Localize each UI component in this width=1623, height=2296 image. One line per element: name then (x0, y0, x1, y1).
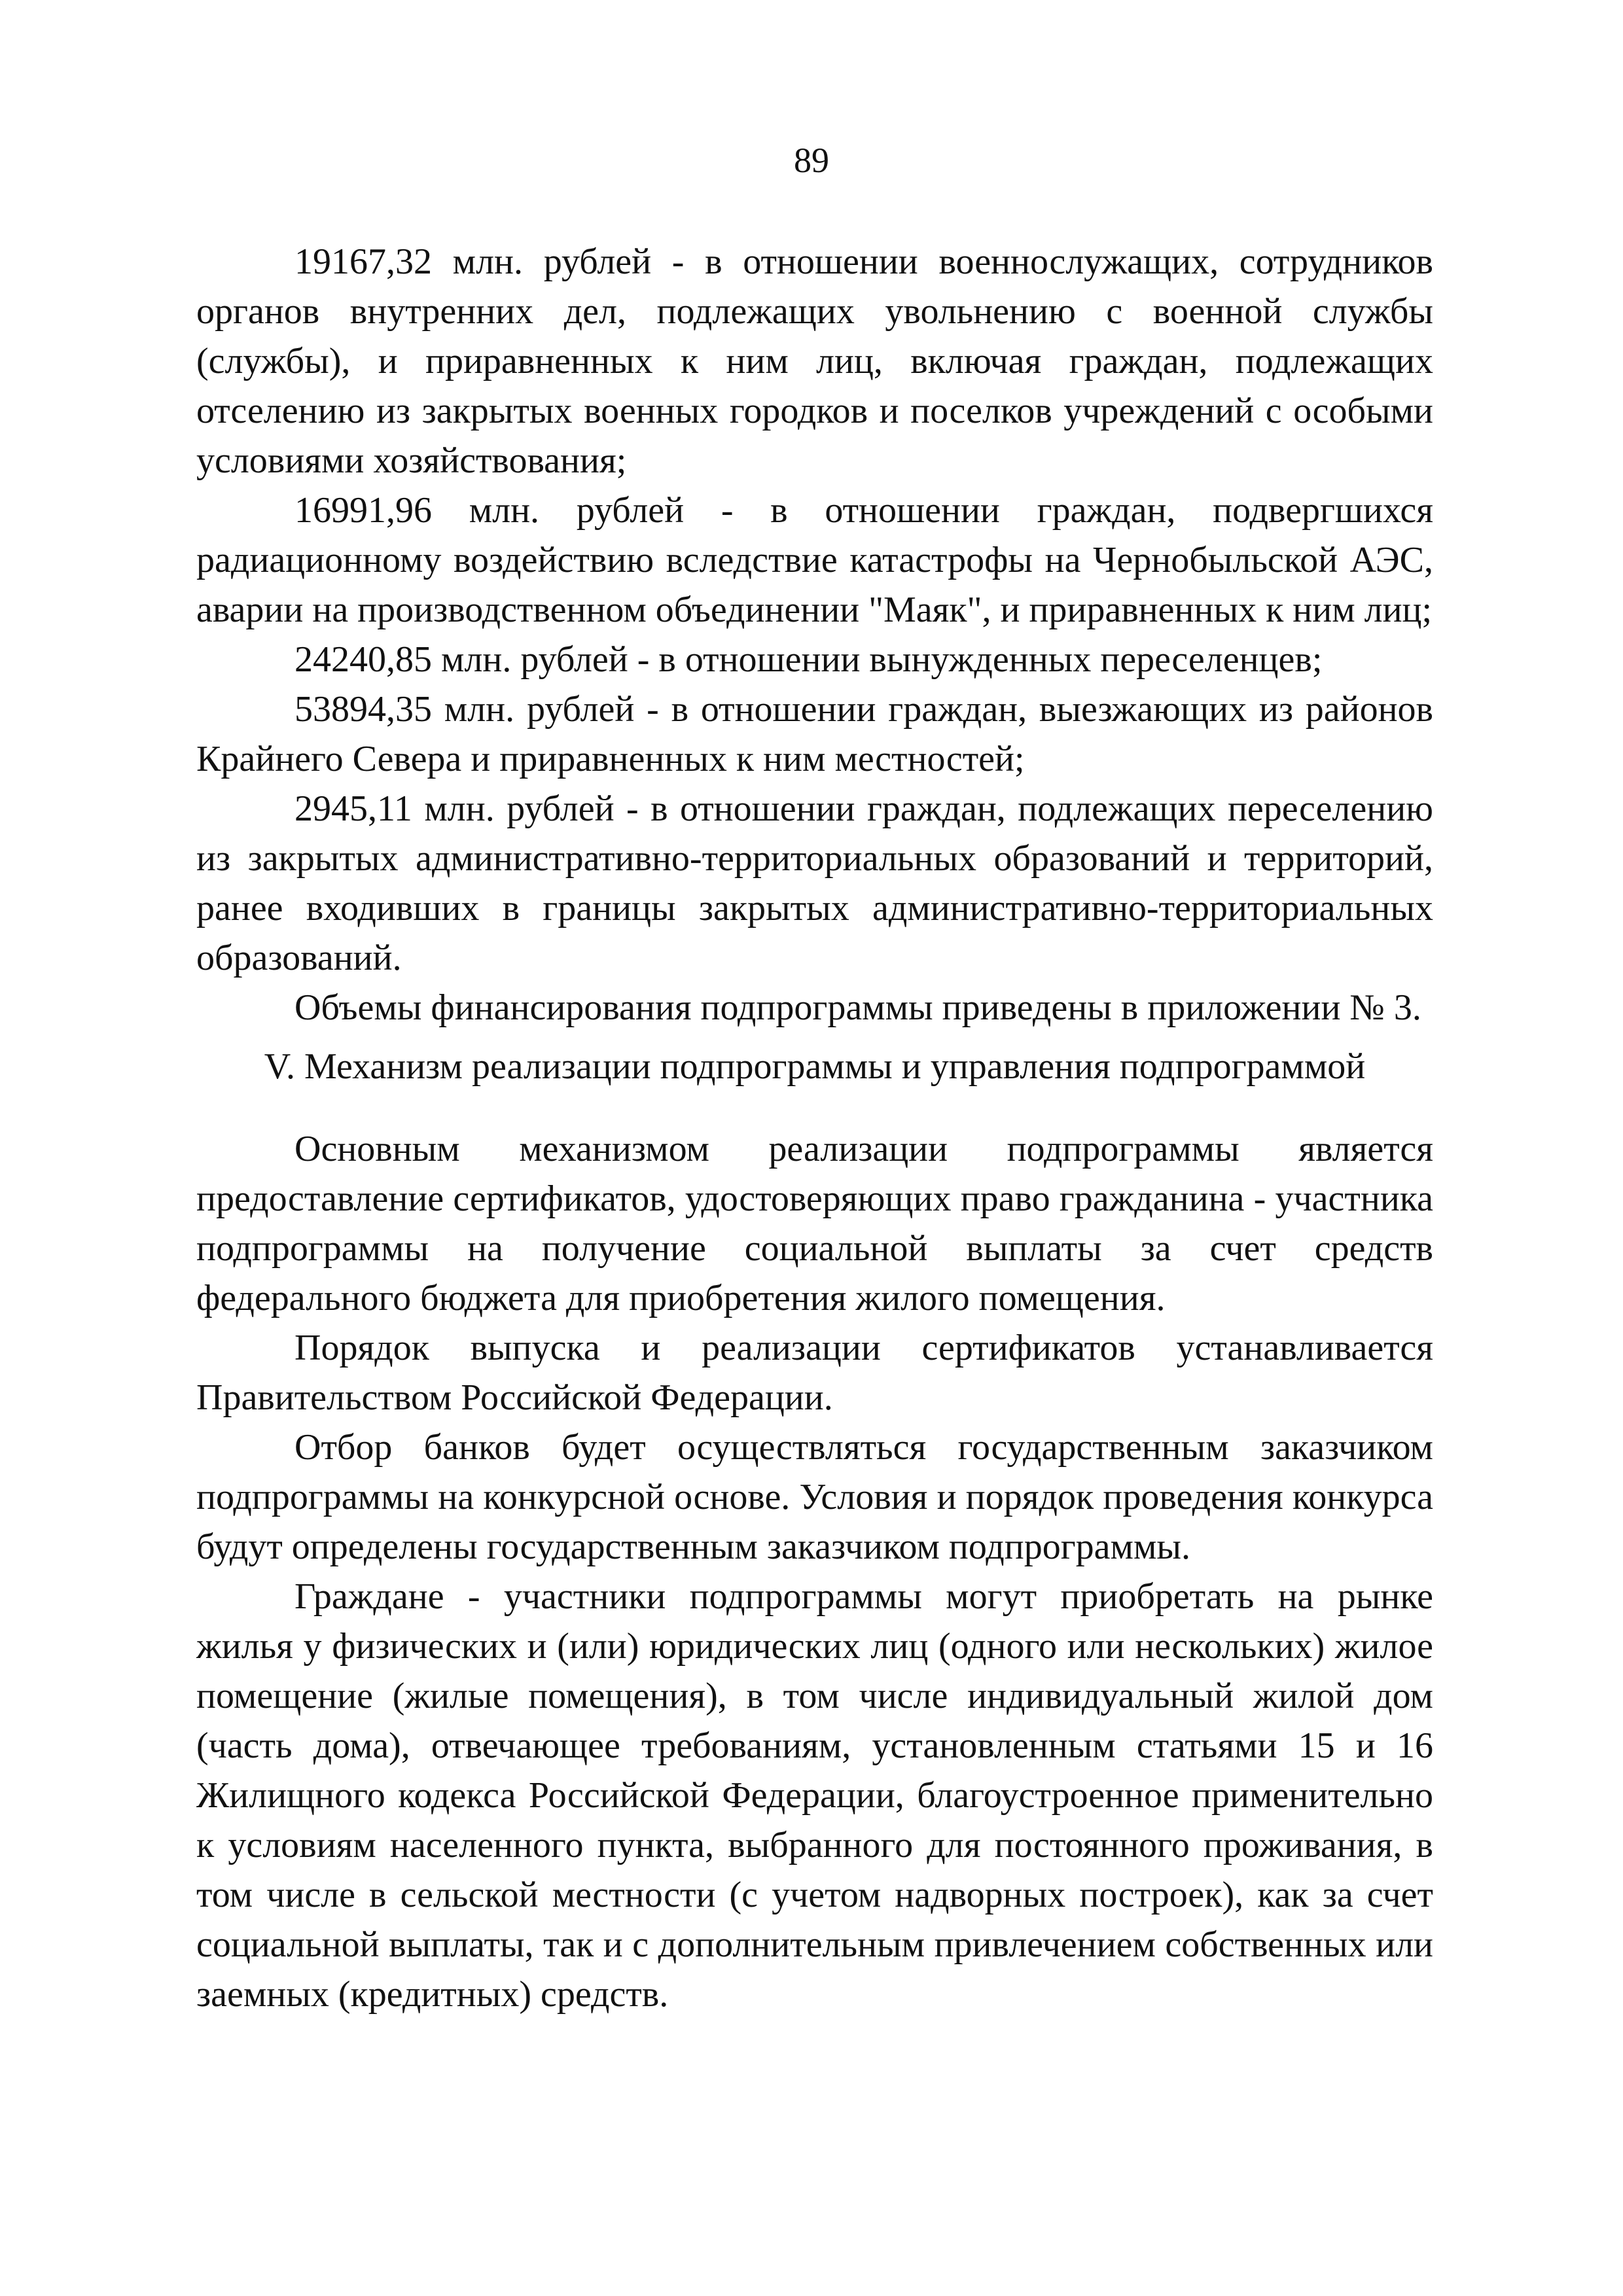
paragraph-funding-chernobyl: 16991,96 млн. рублей - в отношении граждан, подвергшихся радиационному воздействию вследствие катастрофы на Чернобыльской АЭС, аварии на производственном объединении "Маяк", и приравненных к ним лиц; (196, 490, 1433, 630)
paragraph-bank-selection: Отбор банков будет осуществляться государственным заказчиком подпрограммы на конкурсной основе. Условия и порядок проведения конкурса будут определены государственным заказчиком подпрограммы. (196, 1427, 1433, 1567)
page-number: 89 (794, 141, 829, 180)
paragraph-housing-purchase: Граждане - участники подпрограммы могут приобретать на рынке жилья у физических и (или) юридических лиц (одного или нескольких) жилое помещение (жилые помещения), в том числе индивидуальный жилой дом (часть дома), отвечающее требованиям, установленным статьями 15 и 16 Жилищного кодекса Российской Федерации, благоустроенное применительно к условиям населенного пункта, выбранного для постоянного проживания, в том числе в сельской местности (с учетом надворных построек), как за счет социальной выплаты, так и с дополнительным привлечением собственных или заемных (кредитных) средств. (196, 1576, 1433, 2015)
paragraph-funding-military: 19167,32 млн. рублей - в отношении военнослужащих, сотрудников органов внутренних дел, подлежащих увольнению с военной службы (службы), и приравненных к ним лиц, включая граждан, подлежащих отселению из закрытых военных городков и поселков учреждений с особыми условиями хозяйствования; (196, 241, 1433, 481)
section-heading: V. Механизм реализации подпрограммы и управления подпрограммой (264, 1046, 1366, 1087)
paragraph-funding-appendix-ref: Объемы финансирования подпрограммы приведены в приложении № 3. (294, 987, 1421, 1028)
document-body (196, 237, 1433, 2019)
paragraph-certificates-order: Порядок выпуска и реализации сертификатов устанавливается Правительством Российской Федерации. (196, 1328, 1433, 1418)
paragraph-funding-closed-territories: 2945,11 млн. рублей - в отношении граждан, подлежащих переселению из закрытых административно-территориальных образований и территорий, ранее входивших в границы закрытых административно-территориальных образований. (196, 788, 1433, 978)
paragraph-funding-displaced: 24240,85 млн. рублей - в отношении вынужденных переселенцев; (294, 639, 1323, 680)
paragraph-funding-far-north: 53894,35 млн. рублей - в отношении граждан, выезжающих из районов Крайнего Севера и приравненных к ним местностей; (196, 689, 1433, 779)
paragraph-mechanism: Основным механизмом реализации подпрограммы является предоставление сертификатов, удостоверяющих право гражданина - участника подпрограммы на получение социальной выплаты за счет средств федерального бюджета для приобретения жилого помещения. (196, 1129, 1433, 1318)
